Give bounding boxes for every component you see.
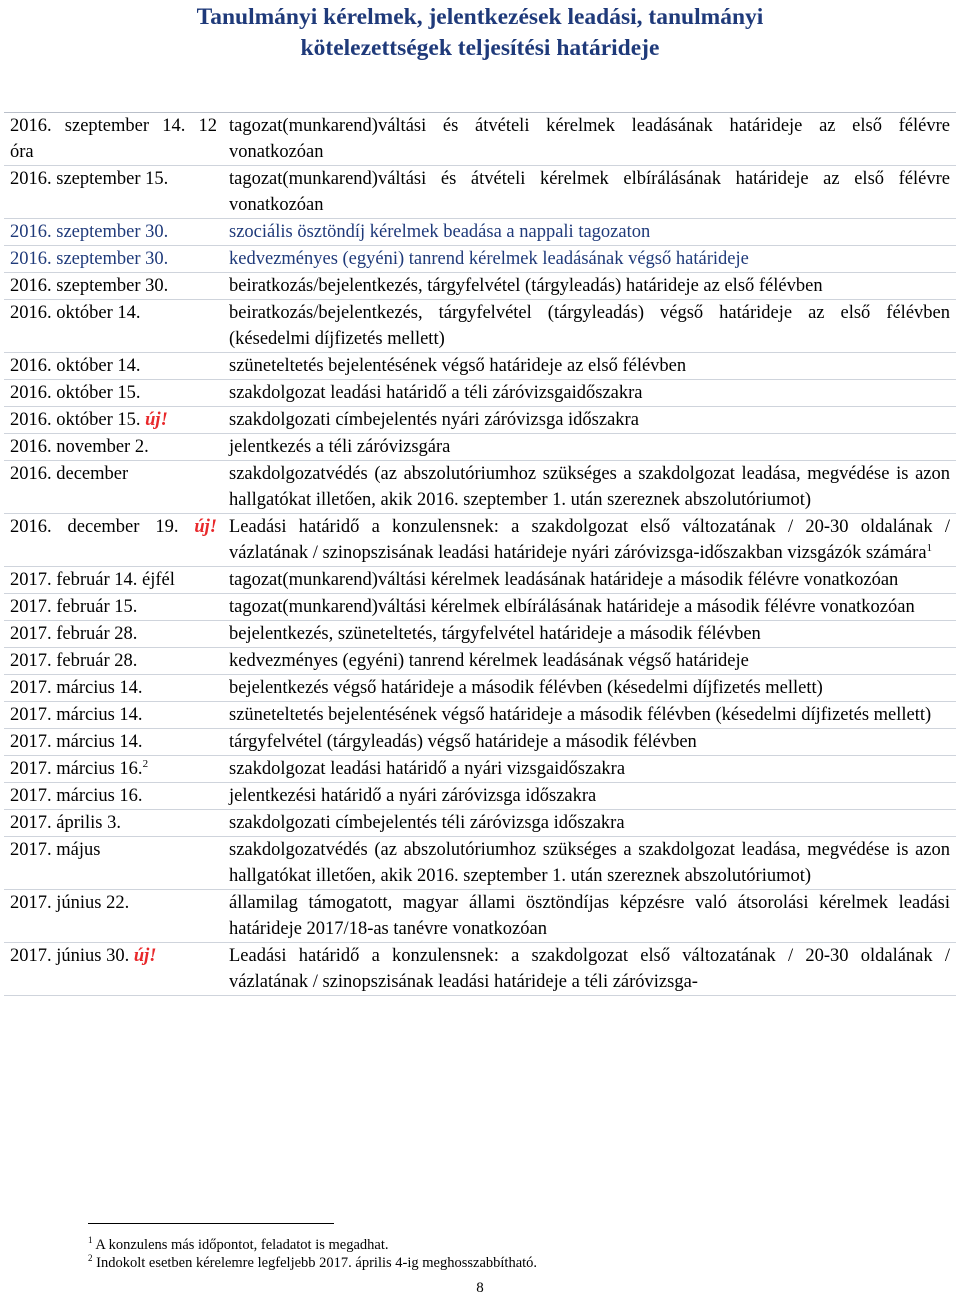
deadline-date: 2017. május xyxy=(4,837,223,890)
footnote-text: A konzulens más időpontot, feladatot is megadhat. xyxy=(95,1237,389,1253)
footnote xyxy=(88,1254,537,1272)
table-row xyxy=(4,702,956,729)
deadline-date: 2016. október 14. xyxy=(4,353,223,380)
deadline-description: jelentkezés a téli záróvizsgára xyxy=(223,434,956,461)
footnote-ref: 1 xyxy=(926,541,933,554)
deadline-description: tagozat(munkarend)váltási kérelmek elbírálásának határideje a második félévre vonatkozóan xyxy=(223,594,956,621)
table-row xyxy=(4,273,956,300)
deadline-description: államilag támogatott, magyar állami ösztöndíjas képzésre való átsorolási kérelmek leadási határideje 2017/18-as tanévre vonatkozóan xyxy=(223,890,956,943)
deadline-date: 2017. március 14. xyxy=(4,675,223,702)
table-row xyxy=(4,594,956,621)
table-row xyxy=(4,890,956,943)
footnotes xyxy=(88,1236,537,1272)
table-row xyxy=(4,675,956,702)
deadline-date: 2017. február 28. xyxy=(4,621,223,648)
deadline-date: 2016. december xyxy=(4,461,223,514)
deadline-date: 2017. február 14. éjfél xyxy=(4,567,223,594)
table-row xyxy=(4,567,956,594)
table-row xyxy=(4,461,956,514)
table-row xyxy=(4,300,956,353)
deadline-description: szüneteltetés bejelentésének végső határideje az első félévben xyxy=(223,353,956,380)
deadline-date: 2017. június 30. új! xyxy=(4,943,223,996)
table-row xyxy=(4,219,956,246)
deadline-description: tagozat(munkarend)váltási és átvételi kérelmek leadásának határideje az első félévre vonatkozóan xyxy=(223,113,956,166)
deadline-description: szakdolgozatvédés (az abszolutóriumhoz szükséges a szakdolgozat leadása, megvédése is azon hallgatókat illetően, akik 2016. szeptember 1. után szereznek abszolutóriumot) xyxy=(223,461,956,514)
deadline-date: 2017. március 14. xyxy=(4,702,223,729)
deadline-date: 2016. szeptember 30. xyxy=(4,219,223,246)
table-row xyxy=(4,113,956,166)
table-row xyxy=(4,756,956,783)
deadline-description: Leadási határidő a konzulensnek: a szakdolgozat első változatának / 20-30 oldalának / vázlatának / szinopszisának leadási határideje nyári záróvizsga-időszakban vizsgázók számára$^1$ xyxy=(223,514,956,567)
deadline-date: 2016. szeptember 15. xyxy=(4,166,223,219)
table-row xyxy=(4,729,956,756)
deadline-description: szakdolgozat leadási határidő a téli záróvizsgaidőszakra xyxy=(223,380,956,407)
deadline-description: tagozat(munkarend)váltási kérelmek leadásának határideje a második félévre vonatkozóan xyxy=(223,567,956,594)
table-row xyxy=(4,514,956,567)
table-row xyxy=(4,943,956,996)
table-row xyxy=(4,246,956,273)
deadline-date: 2016. október 15. új! xyxy=(4,407,223,434)
deadline-date: 2017. április 3. xyxy=(4,810,223,837)
deadline-description: szociális ösztöndíj kérelmek beadása a nappali tagozaton xyxy=(223,219,956,246)
deadline-description: szakdolgozati címbejelentés nyári záróvizsga időszakra xyxy=(223,407,956,434)
deadline-date: 2017. március 14. xyxy=(4,729,223,756)
footnote xyxy=(88,1236,537,1254)
deadline-date: 2016. október 14. xyxy=(4,300,223,353)
table-row xyxy=(4,648,956,675)
table-row xyxy=(4,166,956,219)
title-line-1: Tanulmányi kérelmek, jelentkezések leadási, tanulmányi xyxy=(196,4,764,30)
page-number: 8 xyxy=(476,1280,484,1296)
deadline-date: 2017. június 22. xyxy=(4,890,223,943)
deadline-date: 2017. március 16.$^2$ xyxy=(4,756,223,783)
deadline-date: 2017. március 16. xyxy=(4,783,223,810)
deadline-description: kedvezményes (egyéni) tanrend kérelmek leadásának végső határideje xyxy=(223,648,956,675)
deadline-description: Leadási határidő a konzulensnek: a szakdolgozat első változatának / 20-30 oldalának / vázlatának / szinopszisának leadási határideje a téli záróvizsga- xyxy=(223,943,956,996)
new-badge: új! xyxy=(194,517,217,537)
table-row xyxy=(4,837,956,890)
deadline-date: 2017. február 15. xyxy=(4,594,223,621)
deadline-description: szüneteltetés bejelentésének végső határideje a második félévben (késedelmi díjfizetés mellett) xyxy=(223,702,956,729)
footnote-number: 1 xyxy=(88,1235,93,1246)
deadline-date: 2016. szeptember 30. xyxy=(4,246,223,273)
footnote-number: 2 xyxy=(88,1253,93,1264)
deadline-description: szakdolgozatvédés (az abszolutóriumhoz szükséges a szakdolgozat leadása, megvédése is azon hallgatókat illetően, akik 2016. szeptember 1. után szereznek abszolutóriumot) xyxy=(223,837,956,890)
deadline-date: 2016. december 19. új! xyxy=(4,514,223,567)
deadline-date: 2016. november 2. xyxy=(4,434,223,461)
deadline-description: bejelentkezés, szüneteltetés, tárgyfelvétel határideje a második félévben xyxy=(223,621,956,648)
deadline-date: 2016. október 15. xyxy=(4,380,223,407)
table-row xyxy=(4,434,956,461)
deadline-description: jelentkezési határidő a nyári záróvizsga időszakra xyxy=(223,783,956,810)
title-line-2: kötelezettségek teljesítési határideje xyxy=(300,35,660,61)
table-row xyxy=(4,353,956,380)
deadline-description: szakdolgozat leadási határidő a nyári vizsgaidőszakra xyxy=(223,756,956,783)
deadline-description: szakdolgozati címbejelentés téli záróvizsga időszakra xyxy=(223,810,956,837)
new-badge: új! xyxy=(133,946,157,966)
deadline-description: tagozat(munkarend)váltási és átvételi kérelmek elbírálásának határideje az első félévre vonatkozóan xyxy=(223,166,956,219)
footnote-separator xyxy=(88,1223,334,1224)
table-row xyxy=(4,621,956,648)
deadline-table xyxy=(4,112,956,996)
deadline-description: bejelentkezés végső határideje a második félévben (késedelmi díjfizetés mellett) xyxy=(223,675,956,702)
deadline-description: kedvezményes (egyéni) tanrend kérelmek leadásának végső határideje xyxy=(223,246,956,273)
deadline-date: 2016. szeptember 30. xyxy=(4,273,223,300)
table-row xyxy=(4,407,956,434)
deadline-date: 2017. február 28. xyxy=(4,648,223,675)
deadline-description: beiratkozás/bejelentkezés, tárgyfelvétel (tárgyleadás) végső határideje az első félévben (késedelmi díjfizetés mellett) xyxy=(223,300,956,353)
table-row xyxy=(4,810,956,837)
table-row xyxy=(4,783,956,810)
document-title xyxy=(0,2,960,64)
deadline-date: 2016. szeptember 14. 12 óra xyxy=(4,113,223,166)
deadline-description: beiratkozás/bejelentkezés, tárgyfelvétel (tárgyleadás) határideje az első félévben xyxy=(223,273,956,300)
new-badge: új! xyxy=(145,410,168,430)
footnote-text: Indokolt esetben kérelemre legfeljebb 2017. április 4-ig meghosszabbítható. xyxy=(96,1255,538,1271)
deadline-description: tárgyfelvétel (tárgyleadás) végső határideje a második félévben xyxy=(223,729,956,756)
footnote-ref: 2 xyxy=(142,757,149,770)
table-row xyxy=(4,380,956,407)
